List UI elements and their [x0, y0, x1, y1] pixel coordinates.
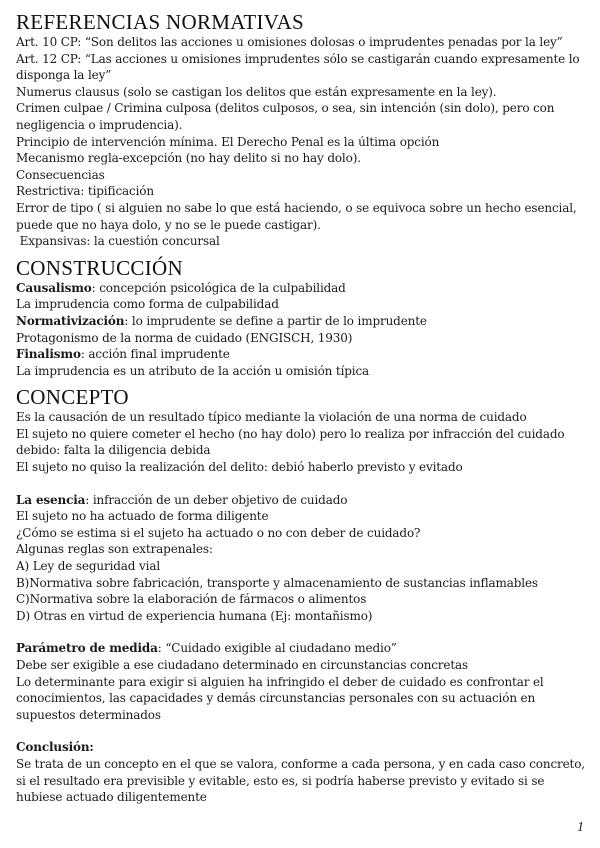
finalismo-label: Finalismo	[16, 347, 81, 362]
heading-construccion: CONSTRUCCIÓN	[16, 255, 183, 280]
esencia-item: El sujeto no ha actuado de forma diligente	[16, 509, 269, 524]
esencia-item: B)Normativa sobre fabricación, transporte y almacenamiento de sustancias inflamables	[16, 575, 538, 590]
parametro-label: Parámetro de medida	[16, 641, 158, 656]
concepto-intro-line: El sujeto no quiso la realización del delito: debió haberlo previsto y evitado	[16, 460, 463, 475]
concepto-intro-line: El sujeto no quiere cometer el hecho (no hay dolo) pero lo realiza por infracción del cuidado debido: falta la diligencia debida	[16, 426, 565, 458]
sec1-line: Crimen culpae / Crimina culposa (delitos culposos, o sea, sin intención (sin dolo), pero con negligencia o imprudencia).	[16, 101, 555, 132]
causalismo-label: Causalismo	[16, 280, 92, 295]
sec1-line: Numerus clausus (solo se castigan los delitos que están expresamente en la ley).	[16, 84, 497, 99]
document-page	[16, 10, 588, 806]
parametro-item: Debe ser exigible a ese ciudadano determinado en circunstancias concretas	[16, 658, 469, 672]
esencia-item: D) Otras en virtud de experiencia humana (Ej: montañismo)	[16, 608, 373, 623]
parametro-line	[16, 640, 588, 657]
esencia-item: C)Normativa sobre la elaboración de fármacos o alimentos	[16, 592, 367, 607]
parametro-item: Lo determinante para exigir si alguien ha infringido el deber de cuidado es confrontar el conocimientos, las capacidades y demás circunstancias personales con su actuación en supuestos determinados	[16, 674, 544, 722]
normativizacion-label: Normativización	[16, 313, 125, 328]
conclusion-heading	[16, 739, 588, 756]
sec1-line: Mecanismo regla-excepción (no hay delito si no hay dolo).	[16, 151, 361, 166]
sec1-line: Consecuencias	[16, 167, 105, 182]
heading-concepto: CONCEPTO	[16, 385, 129, 410]
sec1-line: Principio de intervención mínima. El Derecho Penal es la última opción	[16, 134, 440, 149]
sec1-line: Restrictiva: tipificación	[16, 184, 154, 199]
esencia-item: Algunas reglas son extrapenales:	[16, 542, 213, 557]
normativizacion-line	[16, 313, 588, 330]
esencia-item: ¿Cómo se estima si el sujeto ha actuado o no con deber de cuidado?	[16, 525, 421, 540]
conclusion-label: Conclusión:	[16, 740, 94, 755]
esencia-label: La esencia	[16, 492, 86, 507]
sec1-line: Art. 10 CP: “Son delitos las acciones u omisiones dolosas o imprudentes penadas por la ley”	[16, 35, 563, 49]
normativizacion-text: : lo imprudente se define a partir de lo imprudente	[124, 313, 427, 328]
sec2-line: La imprudencia es un atributo de la acción u omisión típica	[16, 363, 370, 378]
sec1-line: Expansivas: la cuestión concursal	[16, 234, 220, 249]
conclusion-text: Se trata de un concepto en el que se valora, conforme a cada persona, y en cada caso concreto, si el resultado era previsible y evitable, esto es, si podría haberse previsto y evitado si se hubiese actuado diligentemente	[16, 756, 585, 805]
sec2-line: Protagonismo de la norma de cuidado (ENGISCH, 1930)	[16, 330, 353, 345]
esencia-text: : infracción de un deber objetivo de cuidado	[85, 492, 348, 507]
causalismo-line	[16, 280, 588, 297]
parametro-text: : “Cuidado exigible al ciudadano medio”	[157, 641, 397, 656]
heading-referencias-normativas: REFERENCIAS NORMATIVAS	[16, 10, 305, 34]
causalismo-text: : concepción psicológica de la culpabilidad	[91, 280, 346, 295]
finalismo-line	[16, 346, 588, 363]
concepto-intro-line: Es la causación de un resultado típico mediante la violación de una norma de cuidado	[16, 410, 527, 425]
sec1-line: Art. 12 CP: “Las acciones u omisiones imprudentes sólo se castigarán cuando expresamente lo disponga la ley”	[16, 51, 580, 83]
sec1-line: Error de tipo ( si alguien no sabe lo que está haciendo, o se equivoca sobre un hecho esencial, puede que no haya dolo, y no se le puede castigar).	[16, 200, 577, 232]
sec2-line: La imprudencia como forma de culpabilidad	[16, 297, 279, 312]
esencia-item: A) Ley de seguridad vial	[16, 559, 161, 574]
esencia-line	[16, 492, 588, 509]
page-number: 1	[577, 820, 584, 835]
finalismo-text: : acción final imprudente	[80, 347, 230, 362]
